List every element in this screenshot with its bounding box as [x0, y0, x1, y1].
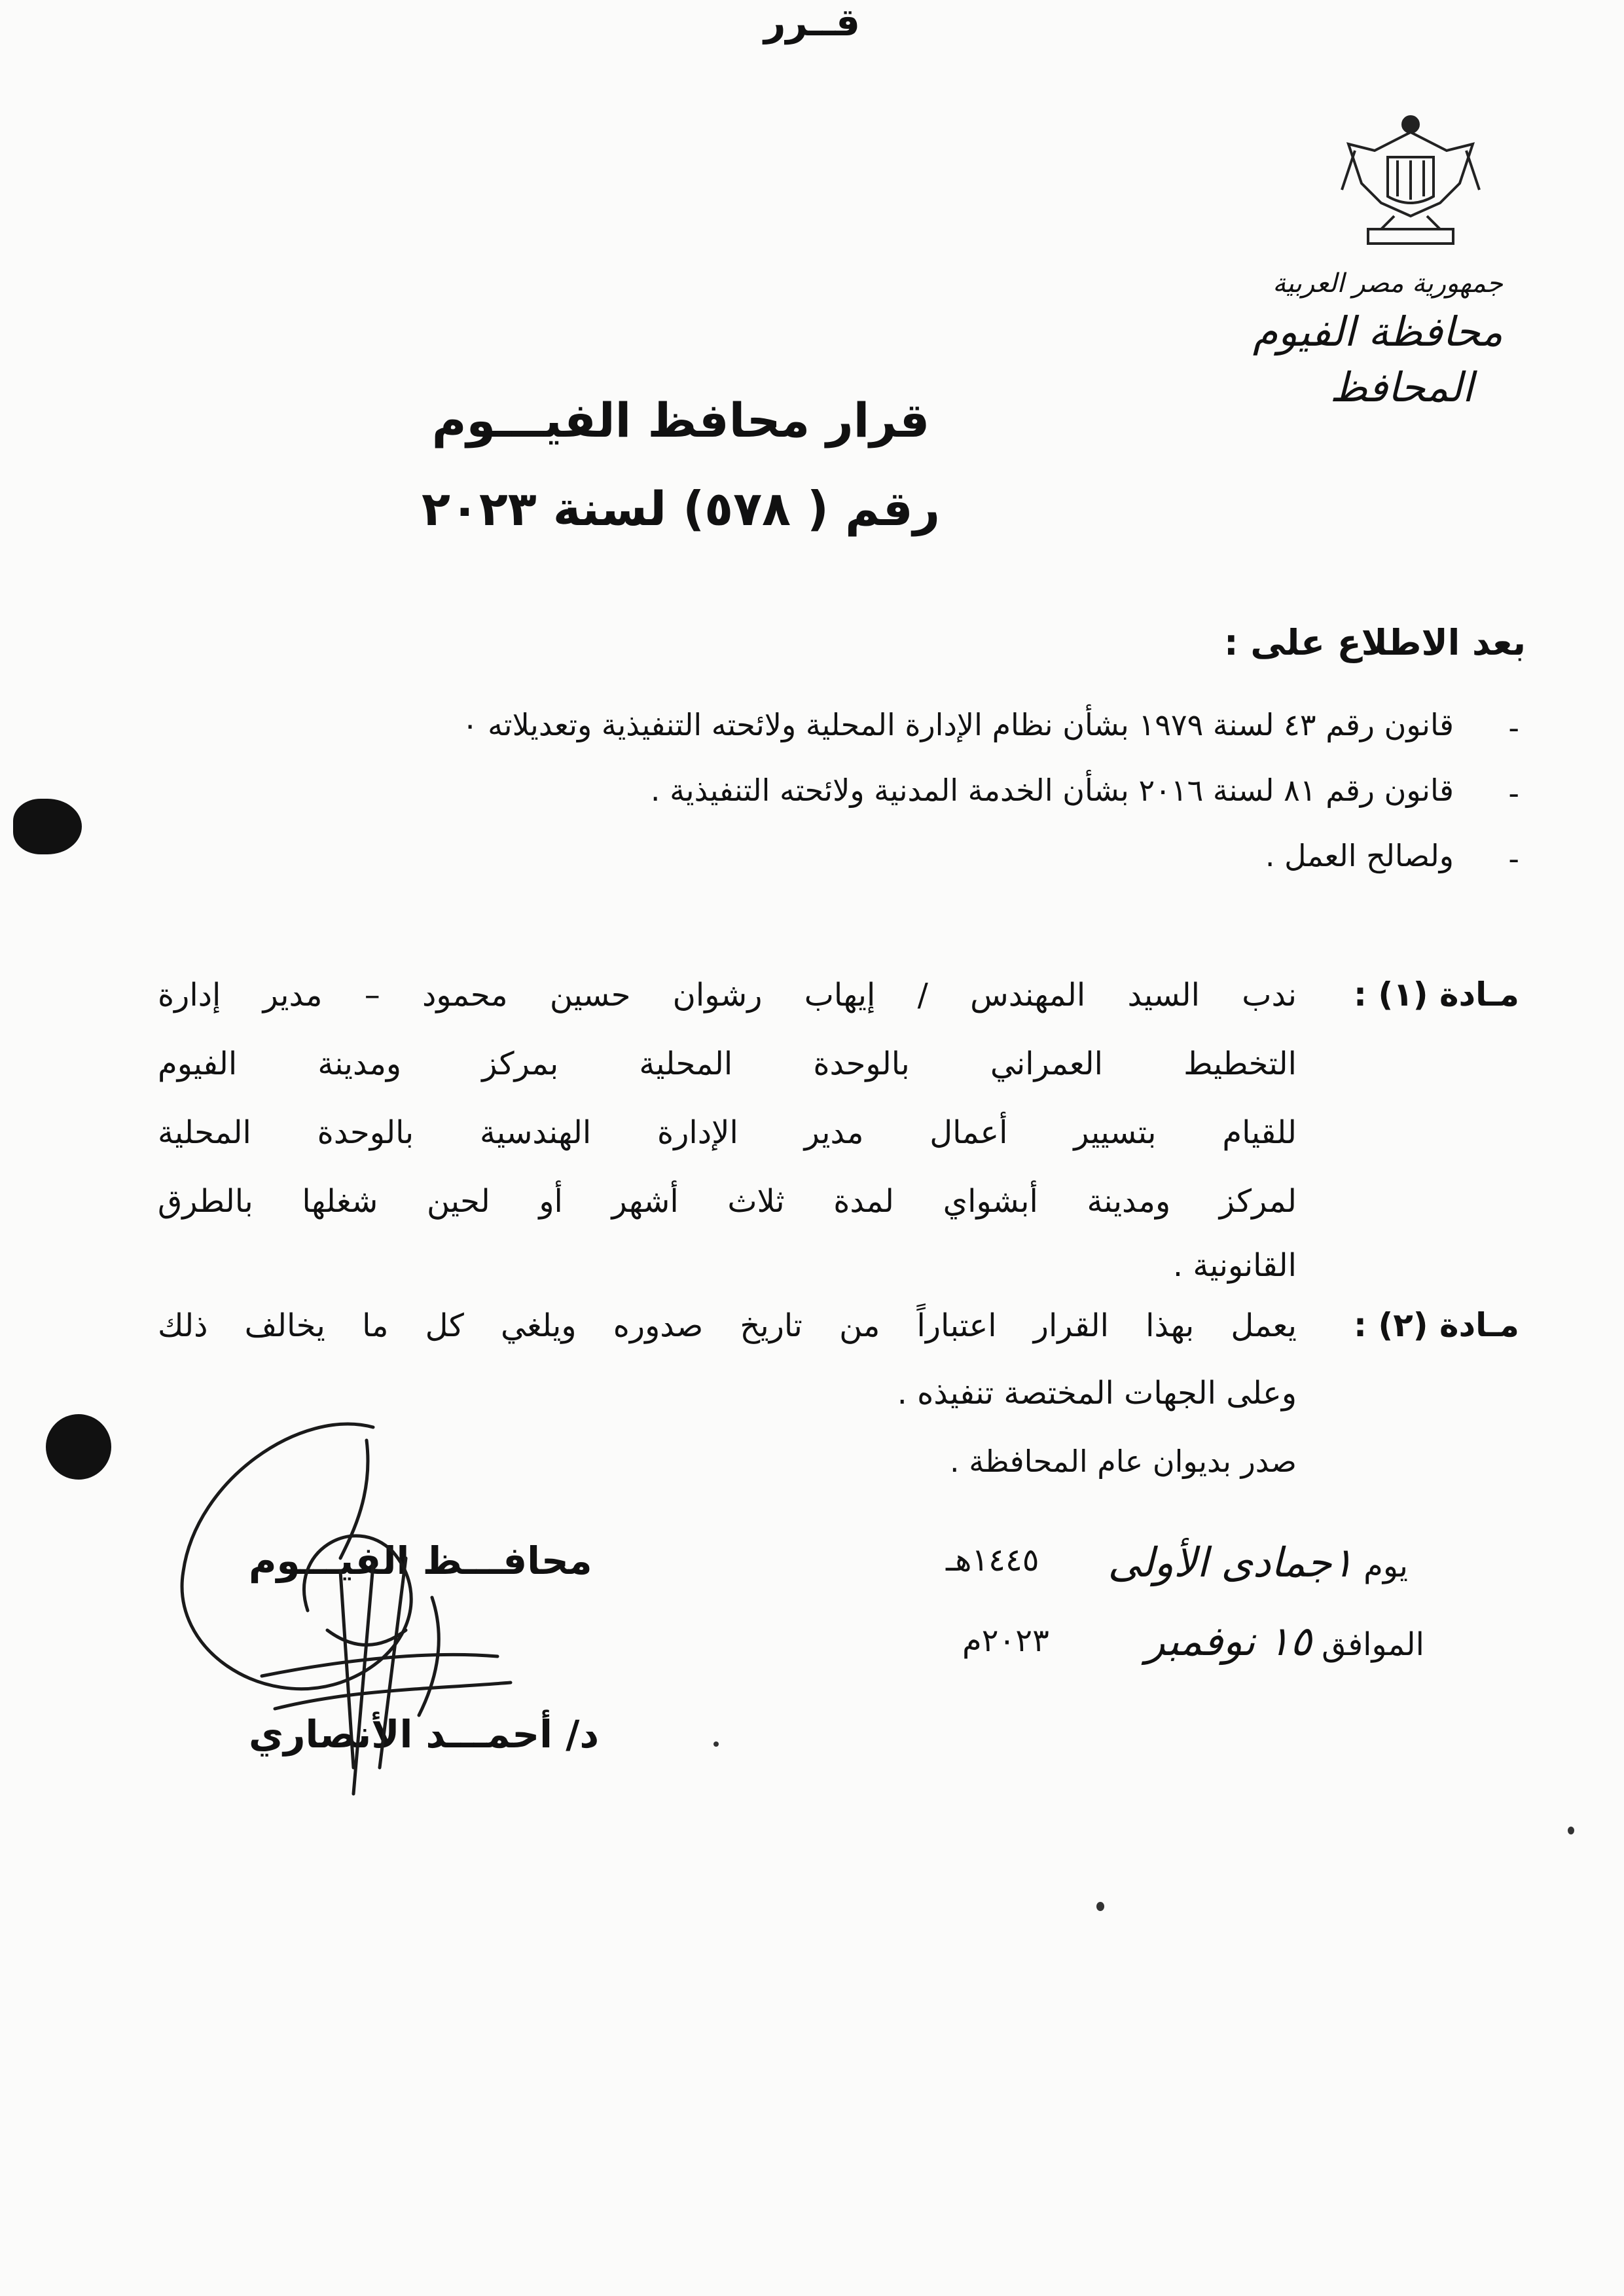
- article-1-line: القانونية .: [1172, 1247, 1297, 1284]
- bullet-dash: -: [1508, 710, 1519, 746]
- decree-title: قرار محافظ الفيـــوم: [431, 393, 930, 448]
- article-1-label: مـادة (١) :: [1353, 975, 1519, 1013]
- decree-number: رقم ( ٥٧٨) لسنة ٢٠٢٣: [421, 481, 941, 536]
- article-1-line: لمركز ومدينة أبشواي لمدة ثلاث أشهر أو لحين شغلها بالطرق: [158, 1183, 1297, 1220]
- preamble-item-1: قانون رقم ٤٣ لسنة ١٩٧٩ بشأن نظام الإدارة المحلية ولائحته التنفيذية وتعديلاته ٠: [461, 707, 1454, 742]
- letterhead-governorate: محافظة الفيوم: [1252, 308, 1503, 355]
- ink-speck: [1568, 1827, 1574, 1834]
- gregorian-year: ٢٠٢٣م: [962, 1622, 1049, 1659]
- handwritten-signature-icon: [157, 1401, 524, 1807]
- issued-statement: صدر بديوان عام المحافظة .: [949, 1444, 1297, 1479]
- article-2-label: مـادة (٢) :: [1353, 1306, 1519, 1344]
- preamble-item-2: قانون رقم ٨١ لسنة ٢٠١٦ بشأن الخدمة المدنية ولائحته التنفيذية .: [650, 773, 1454, 808]
- egypt-eagle-emblem-icon: [1335, 105, 1486, 255]
- signatory-name: د/ أحمـــد الأنصاري: [249, 1712, 600, 1757]
- preamble-intro: بعد الاطلاع على :: [1224, 622, 1526, 663]
- preamble-item-3: ولصالح العمل .: [1265, 838, 1454, 873]
- letterhead-governor: المحافظ: [1329, 363, 1473, 411]
- day-label: يوم: [1363, 1548, 1408, 1584]
- article-2-line: يعمل بهذا القرار اعتباراً من تاريخ صدوره ويلغي كل ما يخالف ذلك: [158, 1307, 1297, 1344]
- ink-speck: [1096, 1902, 1104, 1911]
- article-1-line: التخطيط العمراني بالوحدة المحلية بمركز ومدينة الفيوم: [158, 1046, 1297, 1082]
- gregorian-date-row: [1146, 1617, 1424, 1665]
- hijri-handwritten: ١جمادى الأولى: [1108, 1539, 1354, 1586]
- bullet-dash: -: [1508, 841, 1519, 877]
- hijri-year: ١٤٤٥هـ: [946, 1542, 1039, 1578]
- bullet-dash: -: [1508, 776, 1519, 811]
- hijri-date-row: [1108, 1539, 1408, 1586]
- ink-speck: [713, 1741, 719, 1747]
- decided-heading: قــرر: [763, 0, 861, 45]
- article-1-line: للقيام بتسيير أعمال مدير الإدارة الهندسية بالوحدة المحلية: [158, 1114, 1297, 1151]
- letterhead-republic: جمهورية مصر العربية: [1272, 268, 1503, 299]
- punch-hole: [46, 1414, 111, 1480]
- article-2-line: وعلى الجهات المختصة تنفيذه .: [897, 1375, 1297, 1412]
- gregorian-handwritten: ١٥ نوفمبر: [1145, 1617, 1312, 1665]
- signatory-title: محافـــظ الفيـــوم: [249, 1539, 592, 1583]
- article-1-line: ندب السيد المهندس / إيهاب رشوان حسين محمود – مدير إدارة: [158, 977, 1297, 1013]
- corr-label: الموافق: [1322, 1626, 1424, 1663]
- punch-hole: [13, 799, 82, 854]
